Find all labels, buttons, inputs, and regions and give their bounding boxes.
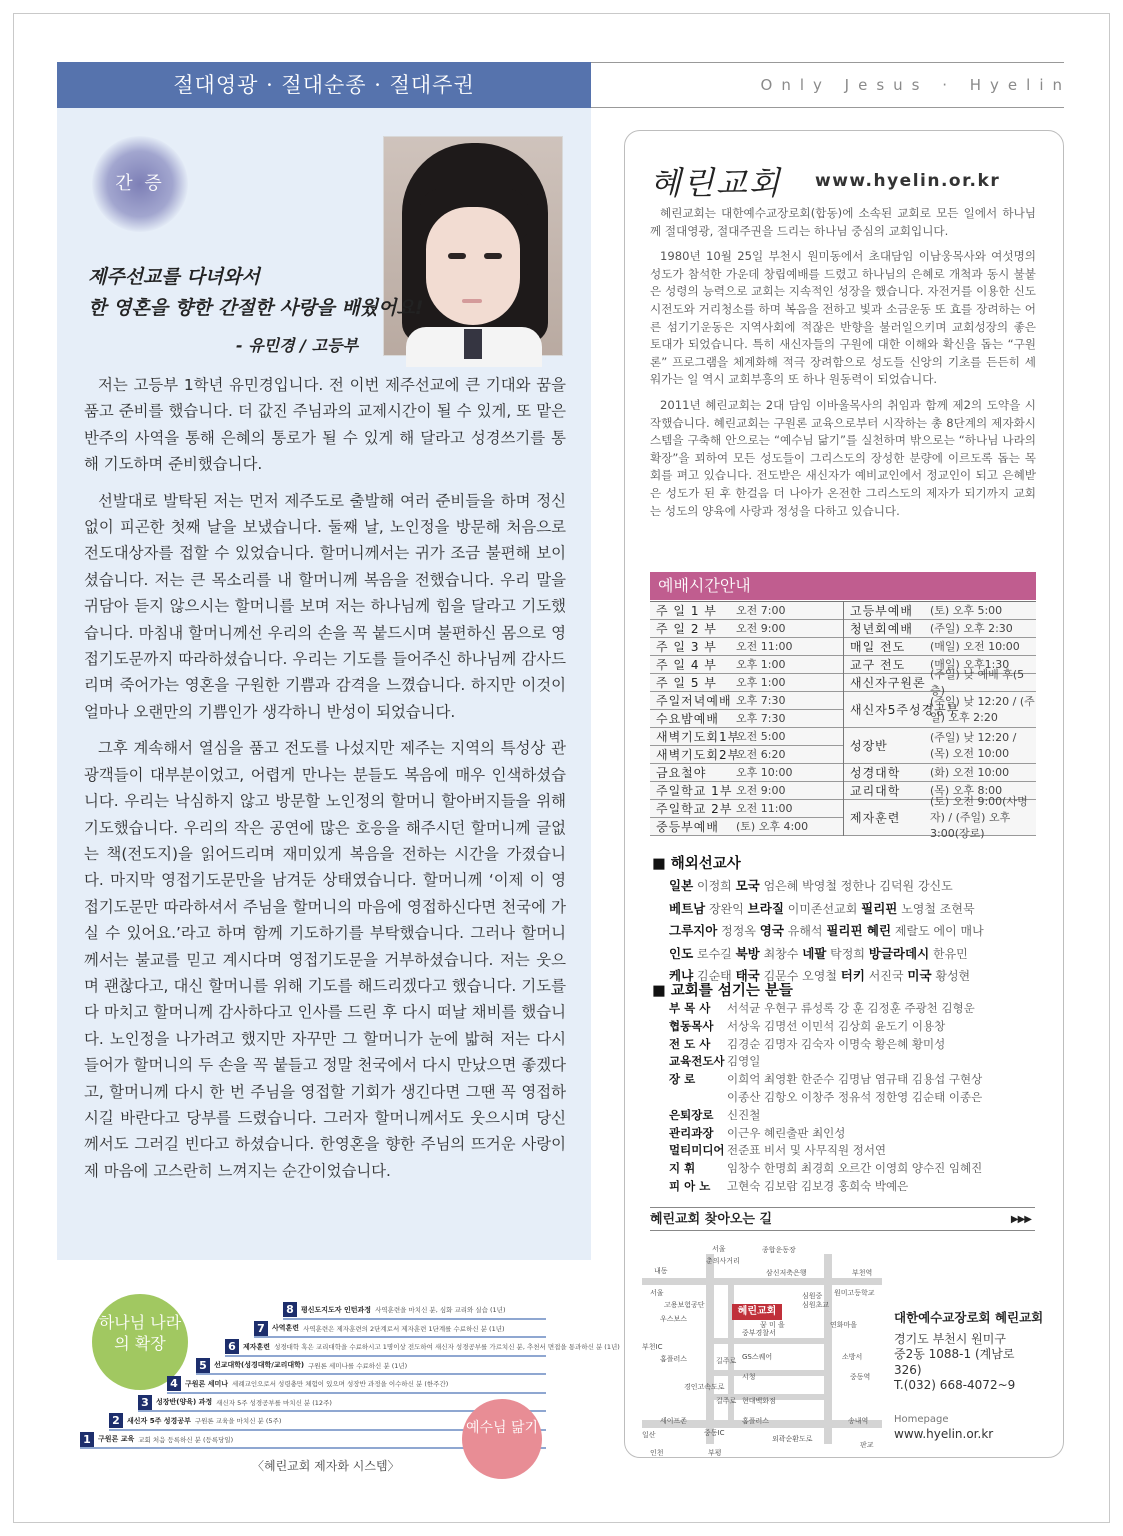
worship-name: 새벽기도회2부 <box>656 748 741 762</box>
mission-names: 정정옥 <box>721 924 756 939</box>
worship-time: 오후 1:00 <box>736 657 786 671</box>
worship-time: 오전 9:00 <box>736 621 786 635</box>
step-number: 3 <box>138 1395 152 1410</box>
map-label: 꿈 미 을 <box>760 1321 785 1329</box>
arrows-icon: ▶▶▶ <box>1010 1214 1031 1225</box>
map-label: 서울 <box>712 1245 726 1253</box>
mission-country: 필리핀 <box>861 900 898 916</box>
mission-names: 한유민 <box>933 946 968 961</box>
map-label: 삼신저축은행 <box>766 1269 807 1277</box>
map-label: 중동역 <box>850 1373 871 1381</box>
staff-row <box>669 1018 1049 1036</box>
mission-row <box>669 898 1039 921</box>
staff-row <box>669 1071 1049 1089</box>
worship-time: 오전 11:00 <box>736 639 793 653</box>
directions-header <box>650 1207 1035 1231</box>
staff-names: 이희억 최영환 한준수 김명남 염규태 김용섭 구현상 <box>727 1072 983 1087</box>
staff-role <box>669 1089 727 1107</box>
step-title: 구원론 세미나 <box>185 1379 229 1388</box>
staff-role: 관리과장 <box>669 1125 714 1140</box>
staff-role: 협동목사 <box>669 1018 714 1033</box>
step-row <box>167 1377 448 1391</box>
testimony-badge: 간 증 <box>92 136 188 232</box>
step-title: 제자훈련 <box>243 1342 271 1351</box>
directions-title: 혜린교회 찾아오는 길 <box>650 1212 773 1227</box>
intro-paragraph: 1980년 10월 25일 부천시 원미동에서 초대담임 이남웅목사와 여섯명의 성도가 참석한 가운데 창립예배를 드렸고 하나님의 은혜로 개척과 동시 불붙은 성령의 능력으로 교회는 지속적인 성장을 했습니다. 자전거를 이용한 신도시전도와 거리청소를 하며 복음을 전하고 빛과 소금운동 또 효를 장려하는 어른 섬기기운동은 지역사회에 적잖은 반향을 불러일으키며 교회성장의 좋은 토대가 되었습니다. 특히 새신자들의 구원에 대한 이해와 확신을 돕는 “구원론” 프로그램을 체계화해 적극 장려함으로 성도들 신앙의 기초를 든든히 세워가는 일 역시 교회부흥의 또 하나 원동력이 되었습니다. <box>650 249 1036 387</box>
worship-name: 성장반 <box>850 739 888 753</box>
mission-names: 로수길 <box>696 946 732 961</box>
step-row <box>283 1303 505 1317</box>
mission-country: 인도 <box>669 945 694 961</box>
worship-row <box>650 764 843 782</box>
worship-time: 오후 7:30 <box>736 693 786 707</box>
staff-role: 은퇴장로 <box>669 1107 714 1122</box>
worship-title: 예배시간안내 <box>650 572 1036 600</box>
mission-country: 터키 <box>840 968 865 984</box>
mission-names: 서진국 <box>868 969 904 984</box>
staff-role: 장 로 <box>669 1072 696 1087</box>
worship-name: 주일학교 1부 <box>656 784 733 798</box>
address-line: 중2동 1088-1 (계남로 326) <box>894 1347 1015 1377</box>
map-label: 외곽순환도로 <box>772 1435 813 1443</box>
intro-paragraph: 2011년 혜린교회는 2대 담임 이바울목사의 취임과 함께 제2의 도약을 시작했습니다. 혜린교회는 구원론 교육으로부터 시작하는 총 8단계의 제자화시스템을 구축해 안으로는 “예수님 닮기”를 실천하며 밖으로는 “하나님 나라의 확장”을 꾀하여 모든 성도들이 그리스도의 장성한 분량에 이르도록 돕는 목회를 펴고 있습니다. 전도받은 새신자가 예비교인에서 정교인이 되고 은혜받은 성도가 된 후 한걸음 더 나아가 온전한 그리스도의 제자가 되기까지 교회는 성도의 양육에 사랑과 정성을 다하고 있습니다. <box>650 397 1036 518</box>
mission-country: 방글라데시 <box>868 945 930 961</box>
mission-names: 유해석 <box>787 924 823 939</box>
map-label: 부천역 <box>852 1269 873 1277</box>
missions-list <box>669 875 1039 988</box>
homepage-link[interactable]: www.hyelin.or.kr <box>894 1427 994 1441</box>
mission-country: 일본 <box>669 878 694 893</box>
mission-names: 제랄도 에이 매나 <box>894 924 984 939</box>
worship-name: 새신자5주성경공부 <box>850 703 960 717</box>
step-title: 성장반(양육) 과정 <box>156 1398 213 1406</box>
map-label: 현대백화점 <box>742 1397 776 1405</box>
staff-role: 교육전도사 <box>669 1054 725 1069</box>
map-label: 중부경찰서 <box>742 1329 776 1337</box>
staff-title: ■ 교회를 섬기는 분들 <box>652 983 793 999</box>
map-label: 송내역 <box>848 1417 869 1425</box>
map-label: 고용보험공단 <box>664 1301 705 1309</box>
mission-names: 김순태 <box>696 969 732 984</box>
staff-list <box>669 1000 1049 1196</box>
staff-names: 임창수 한명희 최경희 오르간 이영희 양수진 임혜진 <box>727 1161 983 1176</box>
worship-name: 주 일 4 부 <box>656 658 717 672</box>
step-title: 구원론 교육 <box>98 1435 135 1443</box>
step-number: 2 <box>109 1413 123 1428</box>
staff-row <box>669 1125 1049 1143</box>
map-label: 우스보스 <box>660 1315 688 1323</box>
worship-row <box>650 728 843 746</box>
kingdom-circle: 하나님 나라의 확장 <box>92 1294 188 1390</box>
worship-row <box>844 602 1036 620</box>
church-intro <box>650 205 1036 528</box>
step-row <box>109 1414 281 1428</box>
staff-row <box>669 1000 1049 1018</box>
map-label: GS스퀘어 <box>742 1353 773 1361</box>
worship-name: 수요밤예배 <box>656 712 719 726</box>
worship-name: 주일학교 2부 <box>656 802 733 816</box>
worship-row <box>844 728 1036 764</box>
worship-row <box>650 710 843 728</box>
step-bar <box>225 1355 546 1357</box>
headline-line: 한 영혼을 향한 간절한 사랑을 배웠어요! <box>88 297 424 319</box>
worship-row <box>844 764 1036 782</box>
map-label: 일산 <box>642 1431 656 1439</box>
step-row <box>138 1395 332 1409</box>
worship-name: 성경대학 <box>850 766 901 780</box>
worship-time: 오전 9:00 <box>736 783 786 797</box>
step-title: 새신자 5주 성경공부 <box>127 1416 191 1425</box>
map-label: 심원초교 <box>802 1301 830 1309</box>
staff-role: 지 휘 <box>669 1161 696 1176</box>
worship-name: 금요철야 <box>656 766 707 780</box>
map-label: 홈플러스 <box>742 1417 770 1425</box>
address-line: 경기도 부천시 원미구 <box>894 1331 1006 1346</box>
mission-names: 최창수 <box>763 946 799 961</box>
mission-country: 미국 <box>907 968 932 984</box>
step-title: 선교대학(성경대학/교리대학) <box>214 1361 305 1369</box>
map-label: 서울 <box>650 1289 664 1297</box>
map-label: 연화마을 <box>830 1321 858 1329</box>
worship-name: 주 일 1 부 <box>656 604 717 618</box>
step-number: 1 <box>80 1432 94 1447</box>
worship-name: 주 일 3 부 <box>656 640 717 654</box>
worship-time: (화) 오전 10:00 <box>930 765 1010 779</box>
mission-country: 케냐 <box>669 968 694 984</box>
step-desc: 교회 처음 등록하신 분 (등록당일) <box>138 1435 234 1444</box>
worship-row <box>650 692 843 710</box>
worship-name: 주 일 5 부 <box>656 676 717 690</box>
mission-names: 노영철 조현묵 <box>901 901 975 916</box>
christlike-circle: 예수님 닮기 <box>462 1399 542 1479</box>
worship-row <box>844 667 1036 697</box>
worship-time: 오후 10:00 <box>736 765 793 779</box>
step-desc: 세례교인으로서 성령충만 체험이 있으며 성장반 과정을 이수하신 분 (한주간) <box>232 1380 449 1388</box>
worship-row <box>650 638 843 656</box>
step-number: 7 <box>254 1321 268 1336</box>
worship-time: (주일) 낮 12:20 / (주일) 오후 2:20 <box>930 694 1035 724</box>
step-row <box>196 1358 407 1372</box>
map-label: 중동IC <box>704 1429 725 1437</box>
map-label: 홈플러스 <box>660 1355 688 1363</box>
homepage-label: Homepage <box>894 1413 949 1425</box>
map-church-marker: 혜린교회 <box>732 1304 782 1320</box>
step-bar <box>167 1392 546 1394</box>
mission-country: 필리핀 혜린 <box>826 923 892 939</box>
staff-row <box>669 1089 1049 1107</box>
staff-names: 김경순 김명자 김숙자 이명숙 황은혜 황미성 <box>727 1036 946 1051</box>
step-row <box>80 1432 233 1446</box>
worship-time: 오후 1:00 <box>736 675 786 689</box>
staff-row <box>669 1142 1049 1160</box>
worship-name: 매일 전도 <box>850 640 906 654</box>
motto-banner: 절대영광 · 절대순종 · 절대주권 <box>57 62 591 108</box>
worship-time: (주일) 오후 2:30 <box>930 621 1013 635</box>
mission-country: 영국 <box>759 923 784 939</box>
staff-role: 전 도 사 <box>669 1036 711 1051</box>
step-desc: 사역훈련을 마치신 분, 심화 교리와 실습 (1년) <box>375 1306 506 1314</box>
map-label: 세이프존 <box>660 1417 688 1425</box>
missions-title: ■ 해외선교사 <box>652 856 741 872</box>
staff-row <box>669 1036 1049 1054</box>
church-logo: 혜린교회 <box>650 164 782 202</box>
map-label: 길주로 <box>716 1357 737 1365</box>
step-desc: 성경대학 혹은 교리대학을 수료하시고 1명이상 전도하여 새신자 성경공부를 가르치신 분, 추천서 면접을 통과하신 분 (1년) <box>274 1343 620 1351</box>
mission-names: 이미존선교회 <box>787 901 858 916</box>
mission-names: 황성현 <box>935 969 971 984</box>
mission-row <box>669 920 1039 943</box>
system-caption: 〈혜린교회 제자화 시스템〉 <box>252 1459 400 1473</box>
church-url[interactable]: www.hyelin.or.kr <box>815 171 1001 191</box>
step-desc: 구원론 교육을 마치신 분 (5주) <box>194 1417 282 1425</box>
worship-name: 주 일 2 부 <box>656 622 717 636</box>
step-number: 5 <box>196 1358 210 1373</box>
worship-column-right <box>843 602 1036 840</box>
worship-time: (목) 오후 8:00 <box>930 783 1003 797</box>
map-label: 종합운동장 <box>762 1246 796 1254</box>
staff-row <box>669 1053 1049 1071</box>
worship-time: 오후 7:30 <box>736 711 786 725</box>
worship-time: (매일) 오전 10:00 <box>930 639 1020 653</box>
map-label: 부천IC <box>642 1343 663 1351</box>
staff-names: 서석균 우현구 류성록 강 훈 김정훈 주광천 김형운 <box>727 1001 975 1015</box>
mission-row <box>669 875 1039 898</box>
staff-row <box>669 1107 1049 1125</box>
mission-country: 베트남 <box>669 900 706 916</box>
worship-name: 중등부예배 <box>656 820 719 834</box>
church-address <box>894 1310 1044 1443</box>
worship-row <box>650 602 843 620</box>
worship-time: 오전 7:00 <box>736 603 786 617</box>
map-label: 판교 <box>860 1441 874 1449</box>
worship-time: 오전 6:20 <box>736 747 786 761</box>
step-number: 4 <box>167 1376 181 1391</box>
worship-name: 교리대학 <box>850 784 901 798</box>
worship-time: 오전 5:00 <box>736 729 786 743</box>
worship-row <box>844 620 1036 638</box>
mission-country: 그루지아 <box>669 923 718 939</box>
worship-name: 주일저녁예배 <box>656 694 732 708</box>
step-number: 6 <box>225 1339 239 1354</box>
body-paragraph: 저는 고등부 1학년 유민경입니다. 전 이번 제주선교에 큰 기대와 꿈을 품고 준비를 했습니다. 더 값진 주님과의 교제시간이 될 수 있게, 또 맡은 반주의 사역을 통해 은혜의 통로가 될 수 있게 해 달라고 성경쓰기를 통해 기도하며 준비했습니다. <box>84 376 566 474</box>
map-label: 길주로 <box>716 1397 737 1405</box>
staff-role: 멀티미디어 <box>669 1143 725 1158</box>
map-label: 원미고등학교 <box>834 1289 875 1297</box>
intro-paragraph: 혜린교회는 대한예수교장로회(합동)에 소속된 교회로 모든 일에서 하나님께 절대영광, 절대주권을 드리는 하나님 중심의 교회입니다. <box>650 206 1036 238</box>
tagline: Only Jesus · Hyelin <box>760 76 1071 94</box>
mission-row <box>669 943 1039 966</box>
worship-row <box>650 620 843 638</box>
staff-names: 고현숙 김보람 김보경 홍희숙 박예은 <box>727 1178 909 1193</box>
worship-time: (주일) 낮 12:20 / (목) 오전 10:00 <box>930 730 1017 760</box>
mission-names: 김문수 오영철 <box>763 969 837 984</box>
worship-time: (토) 오전 9:00(사명자) / (주일) 오후 3:00(장로) <box>930 794 1028 840</box>
mission-country: 태국 <box>735 968 760 984</box>
worship-row <box>650 674 843 692</box>
staff-names: 이종산 김항오 이창주 정유석 정한영 김순태 이종은 <box>727 1089 983 1104</box>
map-label: 춘의사거리 <box>706 1257 740 1265</box>
worship-name: 청년회예배 <box>850 622 913 636</box>
worship-time: 오전 11:00 <box>736 801 793 815</box>
staff-names: 이근우 혜린출판 최인성 <box>727 1125 846 1140</box>
testimony-body <box>84 372 566 1194</box>
worship-row <box>650 818 843 836</box>
worship-name: 고등부예배 <box>850 604 913 618</box>
staff-names: 김영일 <box>727 1054 761 1069</box>
testimony-author: - 유민경 / 고등부 <box>236 336 358 355</box>
step-title: 사역훈련 <box>272 1324 300 1332</box>
location-map <box>642 1244 882 1457</box>
map-label: 경인고속도로 <box>684 1383 725 1391</box>
step-bar <box>254 1336 546 1338</box>
staff-names: 신진철 <box>727 1107 761 1122</box>
step-row <box>254 1321 505 1335</box>
worship-row <box>650 800 843 818</box>
staff-role: 피 아 노 <box>669 1178 711 1193</box>
map-label: 인천 <box>650 1449 664 1457</box>
worship-time: (토) 오후 4:00 <box>736 819 809 833</box>
worship-name: 제자훈련 <box>850 811 901 825</box>
worship-row <box>844 638 1036 656</box>
worship-table <box>650 601 1036 840</box>
mission-country: 브라질 <box>747 900 784 916</box>
worship-time: (매일) 오후1:30 <box>930 657 1010 671</box>
step-number: 8 <box>283 1302 297 1317</box>
worship-name: 새벽기도회1부 <box>656 730 741 744</box>
step-bar <box>283 1318 546 1320</box>
mission-country: 모국 <box>735 878 760 893</box>
body-paragraph: 그후 계속해서 열심을 품고 전도를 나섰지만 제주는 지역의 특성상 관광객들이 대부분이었고, 어렵게 만나는 분들도 복음에 매우 인색하셨습니다. 우리는 낙심하지 않고 방문할 노인정의 할머니 할아버지들을 위해 기도했습니다. 우리의 작은 공연에 많은 호응을 해주시던 할머니께 글없는 책(전도지)을 읽어드리며 재미있게 복음을 전하는 시간을 가졌습니다. 마지막 영접기도문만을 남겨둔 상태였습니다. 할머니께 ‘이제 이 영접기도문만 따라하셔서 주님을 할머니의 마음에 영접하신다면 천국에 가실 수 있어요.’라고 하며 함께 기도하기를 부탁했습니다. 그러나 할머니께서는 불교를 믿고 계시다며 영접기도문을 거부하셨습니다. 저는 웃으며 괜찮다고, 대신 할머니를 위해 기도를 해드리겠다고 했습니다. 기도를 다 마치고 할머니께 감사하다고 인사를 드린 후 다시 떠날 채비를 했습니다. 노인정을 나가려고 했지만 자꾸만 그 할머니가 눈에 밟혀 저는 다시 들어가 할머니의 두 손을 꼭 붙들고 정말 천국에서 다시 만났으면 좋겠다고, 할머니께 다시 한 번 주님을 영접할 기회가 생긴다면 그땐 꼭 영접하시길 바란다고 당부를 드렸습니다. 그러자 할머니께서도 웃으시며 당신께서도 그러길 빈다고 하셨습니다. 한영혼을 향한 주님의 뜨거운 사랑이 제 마음에 고스란히 느껴지는 순간이었습니다. <box>84 739 566 1180</box>
step-row <box>225 1340 620 1354</box>
staff-role: 부 목 사 <box>669 1001 711 1015</box>
worship-row <box>650 782 843 800</box>
worship-row <box>650 656 843 674</box>
worship-name: 교구 전도 <box>850 658 906 672</box>
step-desc: 새신자 5주 성경공부를 마치신 분 (12주) <box>216 1398 332 1407</box>
map-label: 부평 <box>708 1449 722 1457</box>
staff-names: 서상욱 김명선 이민석 김상희 윤도기 이용창 <box>727 1018 946 1033</box>
worship-name: 새신자구원론 <box>850 676 926 690</box>
step-title: 평신도지도자 인턴과정 <box>301 1305 372 1314</box>
map-label: 내동 <box>654 1267 668 1275</box>
step-desc: 구원론 세미나를 수료하신 분 (1년) <box>308 1361 408 1370</box>
step-desc: 사역훈련은 제자훈련의 2단계로서 제자훈련 1단계를 수료하신 분 (1년) <box>303 1324 505 1333</box>
worship-time: (주일) 낮 예배 후(5층) <box>930 667 1025 697</box>
denomination: 대한예수교장로회 혜린교회 <box>894 1310 1044 1325</box>
map-label: 소방서 <box>842 1353 863 1361</box>
worship-row <box>844 692 1036 728</box>
worship-time: (토) 오후 5:00 <box>930 603 1003 617</box>
mission-country: 네팔 <box>802 945 827 961</box>
mission-country: 북방 <box>735 945 760 961</box>
worship-row <box>844 794 1036 840</box>
mission-names: 장완익 <box>709 901 744 916</box>
step-bar <box>196 1373 546 1375</box>
staff-names: 전준표 비서 및 사무직원 정서연 <box>727 1143 887 1158</box>
address-line: T.(032) 668-4072~9 <box>894 1378 1016 1392</box>
mission-names: 이정희 <box>696 879 732 893</box>
map-label: 시청 <box>742 1373 756 1381</box>
worship-row <box>650 746 843 764</box>
staff-row <box>669 1178 1049 1196</box>
staff-row <box>669 1160 1049 1178</box>
testimony-headline <box>88 262 423 324</box>
mission-names: 엄은혜 박영철 정한나 김덕원 강신도 <box>763 879 953 893</box>
headline-line: 제주선교를 다녀와서 <box>88 266 260 288</box>
worship-column-left <box>650 602 843 836</box>
mission-names: 탁정희 <box>830 946 865 961</box>
map-label: 심원중 <box>802 1292 823 1300</box>
body-paragraph: 선발대로 발탁된 저는 먼저 제주도로 출발해 여러 준비들을 하며 정신없이 피곤한 첫째 날을 보냈습니다. 둘째 날, 노인정을 방문해 처음으로 전도대상자를 접할 수 있었습니다. 할머니께서는 귀가 조금 불편해 보이셨습니다. 저는 큰 목소리를 내 할머니께 복음을 전했습니다. 우리 말을 귀담아 듣지 않으시는 할머니를 보며 저는 하나님께 힘을 달라고 기도했습니다. 마침내 할머니께선 우리의 손을 꼭 붙드시며 불편하신 몸으로 영접기도문까지 따라하셨습니다. 우리는 기도를 들어주신 하나님께 감사드리며 죽어가는 영혼을 구원한 기쁨과 감격을 느꼈습니다. 하지만 이것이 얼마나 오랜만의 기쁨인가 생각하니 반성이 되었습니다. <box>84 491 566 721</box>
